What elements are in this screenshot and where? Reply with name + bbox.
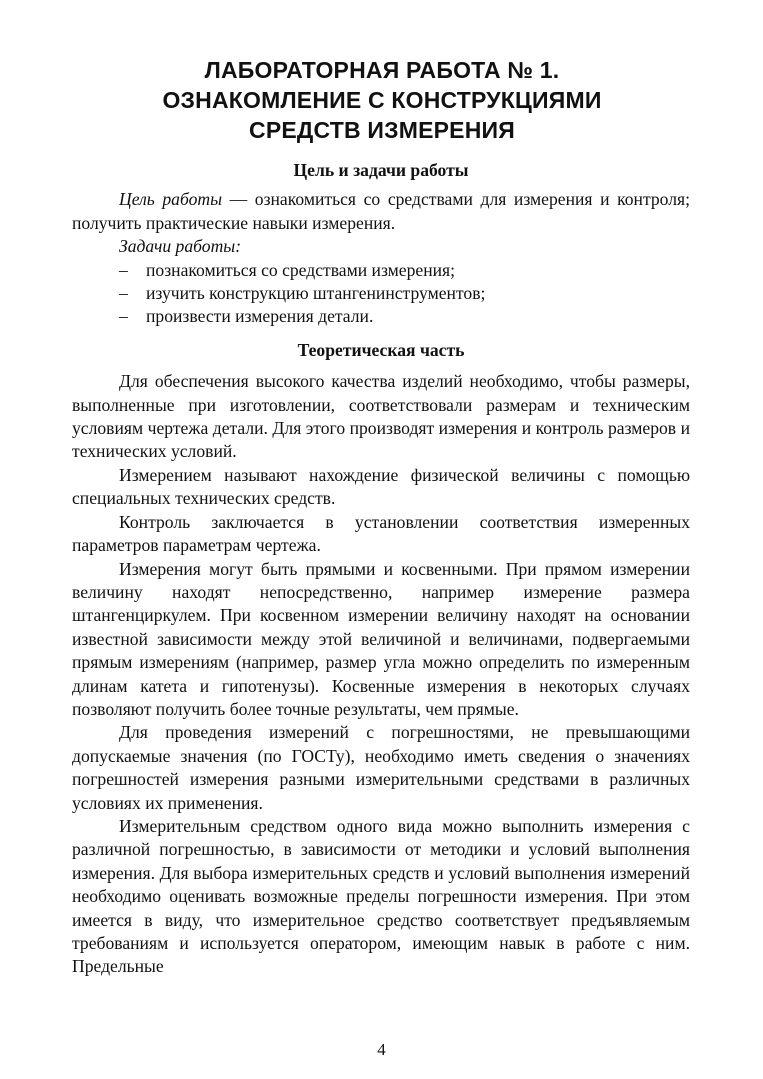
theory-paragraph: Измерением называют нахождение физической величины с помощью специальных технических средств. xyxy=(72,464,690,509)
task-text: познакомиться со средствами измерения; xyxy=(146,259,456,280)
dash-marker: – xyxy=(119,259,128,280)
task-text: произвести измерения детали. xyxy=(146,306,374,327)
task-text: изучить конструкцию штангенинструментов; xyxy=(146,283,486,304)
goal-text: — ознакомиться со средствами для измерения и контроля; получить практические навыки измерения. xyxy=(72,189,691,233)
theory-paragraph: Контроль заключается в установлении соответствия измеренных параметров параметрам чертежа. xyxy=(72,511,690,556)
title-line-3: СРЕДСТВ ИЗМЕРЕНИЯ xyxy=(249,117,515,143)
page-number: 4 xyxy=(377,1040,386,1059)
theory-paragraph: Измерительным средством одного вида можно выполнить измерения с различной погрешностью, в зависимости от методики и условий выполнения измерения. Для выбора измерительных средств и условий выполнения измерений необходимо оценивать возможные пределы погрешности измерения. При этом имеется в виду, что измерительное средство соответствует предъявляемым требованиям и используется оператором, имеющим навык в работе с ним. Предельные xyxy=(72,815,690,977)
page-content xyxy=(72,159,690,979)
tasks-label: Задачи работы: xyxy=(119,236,242,257)
dash-marker: – xyxy=(119,283,128,304)
goals-heading: Цель и задачи работы xyxy=(293,160,469,180)
list-item xyxy=(72,259,690,282)
theory-paragraph: Для проведения измерений с погрешностями, не превышающими допускаемые значения (по ГОСТу), необходимо иметь сведения о значениях погрешностей измерения разными измерительными средствами в различных условиях их применения. xyxy=(72,722,690,813)
list-item xyxy=(72,305,690,328)
theory-paragraph: Измерения могут быть прямыми и косвенными. При прямом измерении величину находят непосредственно, например измерение размера штангенциркулем. При косвенном измерении величину находят на основании известной зависимости между этой величиной и величинами, подвергаемыми прямым измерениям (например, размер угла можно определить по измеренным длинам катета и гипотенузы). Косвенные измерения в некоторых случаях позволяют получить более точные результаты, чем прямые. xyxy=(72,558,690,719)
tasks-list xyxy=(72,259,690,329)
goal-paragraph xyxy=(72,188,690,235)
dash-marker: – xyxy=(119,306,128,327)
title-line-1: ЛАБОРАТОРНАЯ РАБОТА № 1. xyxy=(204,57,560,83)
theory-paragraph: Для обеспечения высокого качества изделий необходимо, чтобы размеры, выполненные при изготовлении, соответствовали размерам и техническим условиям чертежа детали. Для этого производят измерения и контроль размеров и технических условий. xyxy=(72,371,690,462)
title-line-2: ОЗНАКОМЛЕНИЕ С КОНСТРУКЦИЯМИ xyxy=(162,87,602,113)
page-title xyxy=(72,55,692,145)
goal-label: Цель работы xyxy=(119,189,222,210)
theory-heading: Теоретическая часть xyxy=(297,339,465,360)
list-item xyxy=(72,282,690,305)
